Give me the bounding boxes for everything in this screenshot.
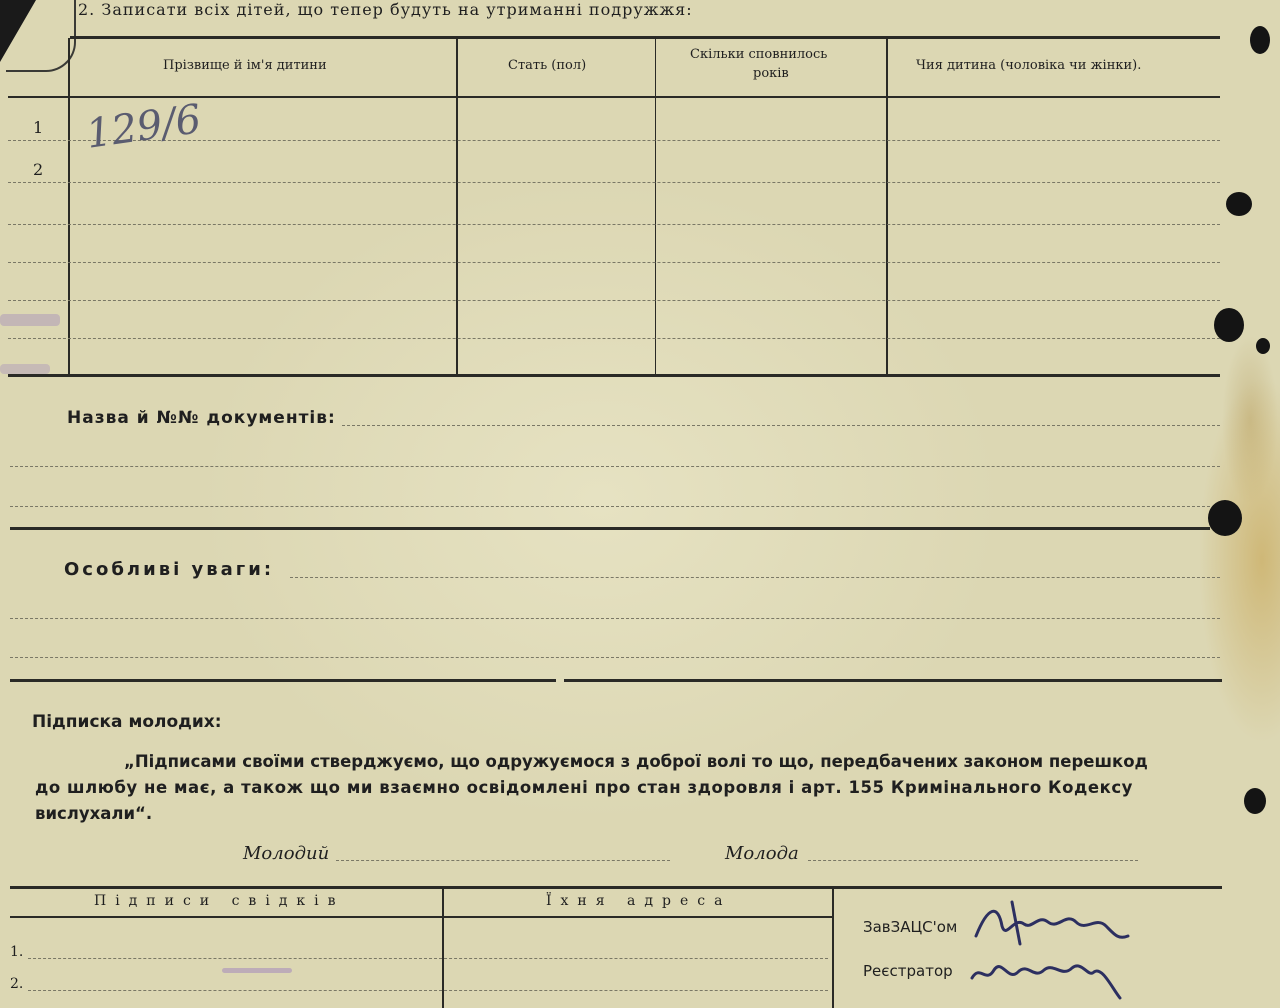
table-col-divider — [68, 38, 70, 375]
remarks-label: Особливі уваги: — [64, 559, 275, 580]
statement-line: „Підписами своїми стверджуємо, що одружуємося з доброї волі то що, передбачених законом перешкод — [124, 752, 1148, 771]
punch-hole — [1244, 788, 1266, 814]
witness-row-line — [28, 990, 828, 991]
registrar-signature — [962, 948, 1132, 1006]
witness-address-header: Їхня адреса — [546, 893, 732, 909]
table-col-divider — [456, 38, 458, 375]
table-header-age-line1: Скільки сповнилось — [690, 47, 828, 62]
remarks-line — [10, 618, 1220, 619]
witness-row-number: 1. — [10, 944, 24, 960]
table-row-line — [8, 224, 1220, 225]
row-number: 2 — [33, 160, 44, 179]
remarks-line — [10, 657, 1220, 658]
table-top-border — [70, 36, 1220, 39]
section-title: 2. Записати всіх дітей, що тепер будуть на утриманні подружжя: — [78, 0, 693, 19]
head-official-label: ЗавЗАЦС'ом — [863, 918, 958, 936]
table-row-line — [8, 300, 1220, 301]
faded-stamp-mark — [0, 314, 60, 326]
documents-line — [342, 425, 1220, 426]
witness-signatures-header: Підписи свідків — [94, 893, 345, 909]
officials-divider — [832, 888, 834, 1008]
table-row-line — [8, 262, 1220, 263]
table-row-line — [8, 182, 1220, 183]
punch-hole — [1250, 26, 1270, 54]
row-number: 1 — [33, 118, 44, 137]
statement-line: до шлюбу не має, а також що ми взаємно освідомлені про стан здоровля і арт. 155 Кримінального Кодексу — [35, 778, 1133, 797]
section-divider — [10, 527, 1210, 530]
documents-line — [10, 466, 1220, 467]
documents-line — [10, 506, 1210, 507]
groom-label: Молодий — [243, 843, 330, 864]
punch-hole — [1226, 192, 1252, 216]
table-header-name: Прізвище й ім'я дитини — [163, 58, 327, 73]
table-header-gender: Стать (пол) — [508, 58, 587, 73]
handwritten-note: 129/6 — [83, 96, 204, 158]
statement-line: вислухали“. — [35, 804, 153, 823]
groom-signature-line — [336, 860, 670, 861]
witness-header-line — [10, 916, 832, 918]
punch-hole — [1214, 308, 1244, 342]
table-header-whose-child: Чия дитина (чоловіка чи жінки). — [916, 58, 1142, 73]
registrar-label: Реєстратор — [863, 962, 953, 980]
table-header-age-line2: років — [753, 66, 789, 81]
witness-row-line — [28, 958, 828, 959]
bride-signature-line — [808, 860, 1138, 861]
punch-hole — [1256, 338, 1270, 354]
table-col-divider — [655, 38, 656, 375]
corner-frame — [6, 0, 76, 72]
bride-label: Молода — [725, 843, 799, 864]
documents-label: Назва й №№ документів: — [67, 408, 336, 428]
faded-stamp-mark — [222, 968, 292, 973]
signature-section-title: Підписка молодих: — [32, 712, 222, 732]
section-divider — [564, 679, 1222, 682]
witness-table-top — [10, 886, 1222, 889]
section-divider — [10, 679, 556, 682]
punch-hole — [1208, 500, 1242, 536]
remarks-line — [290, 577, 1220, 578]
head-official-signature — [968, 896, 1158, 956]
faded-stamp-mark — [0, 364, 50, 374]
table-bottom-border — [8, 374, 1220, 377]
witness-row-number: 2. — [10, 976, 24, 992]
table-row-line — [8, 338, 1220, 339]
table-col-divider — [886, 38, 888, 375]
